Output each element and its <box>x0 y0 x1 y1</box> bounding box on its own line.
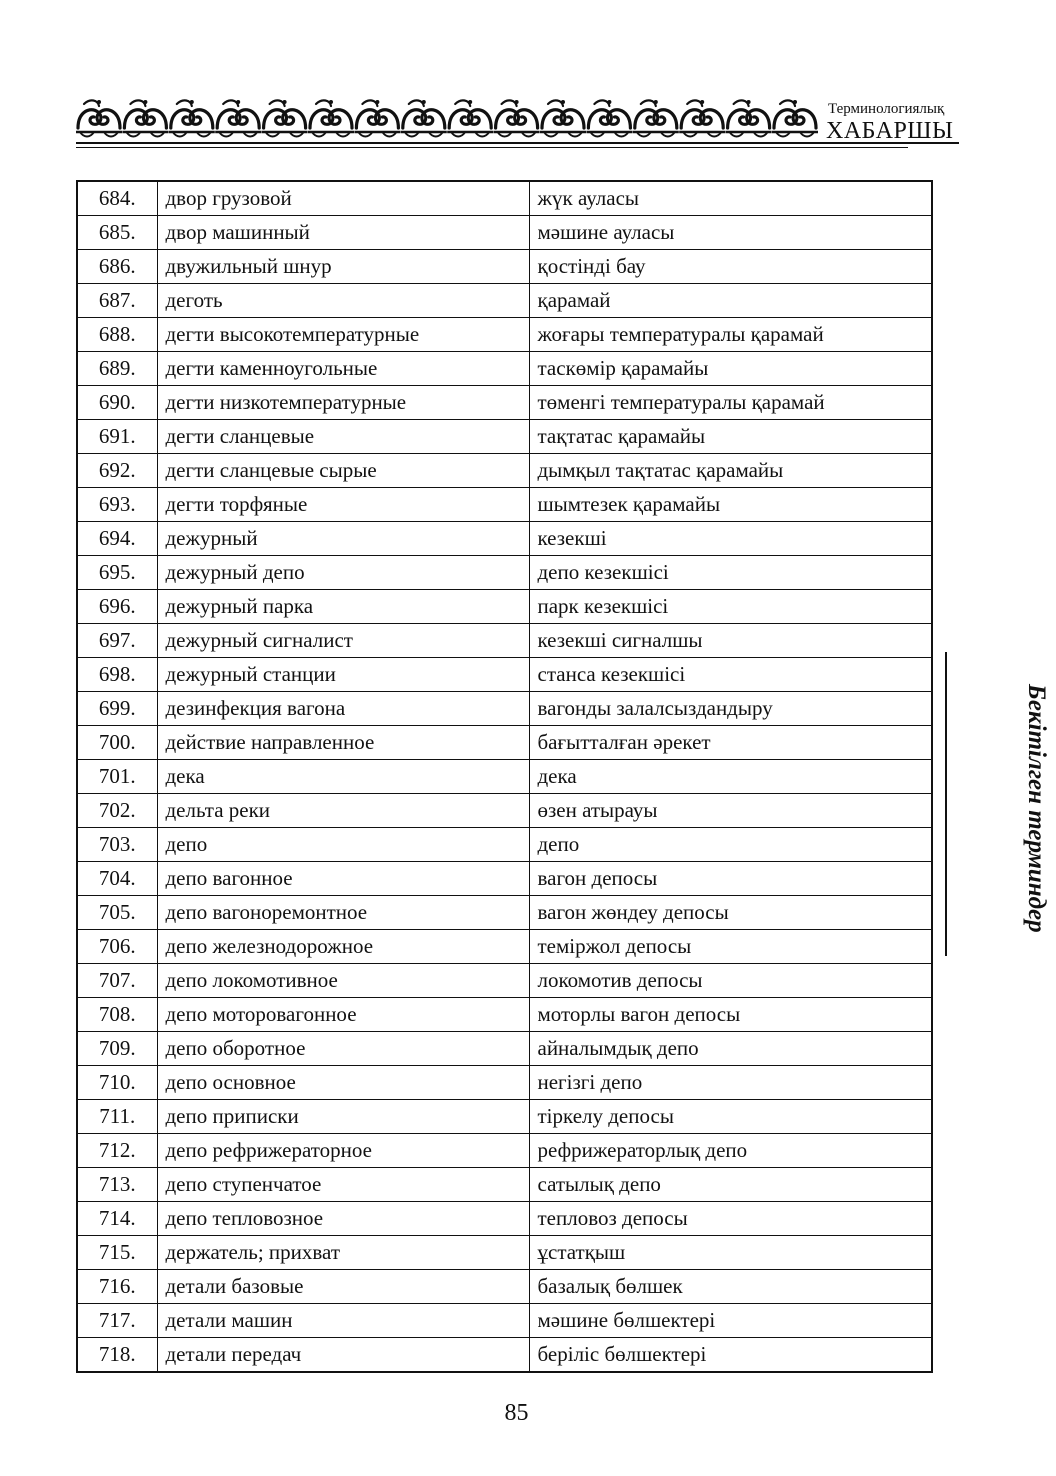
term-russian: деготь <box>157 284 529 318</box>
term-russian: депо моторовагонное <box>157 998 529 1032</box>
table-row <box>77 896 932 930</box>
term-russian: дежурный <box>157 522 529 556</box>
term-number: 715. <box>77 1236 157 1270</box>
term-kazakh: қарамай <box>529 284 932 318</box>
term-kazakh: вагонды залалсыздандыру <box>529 692 932 726</box>
header-rule-thin <box>76 147 908 148</box>
table-row <box>77 1134 932 1168</box>
term-number: 705. <box>77 896 157 930</box>
table-row <box>77 930 932 964</box>
term-number: 709. <box>77 1032 157 1066</box>
term-russian: детали базовые <box>157 1270 529 1304</box>
term-russian: дека <box>157 760 529 794</box>
term-number: 713. <box>77 1168 157 1202</box>
side-section-label: Бекітілген терминдер <box>1023 684 1050 933</box>
terms-table-body <box>77 181 932 1372</box>
table-row <box>77 794 932 828</box>
table-row <box>77 1202 932 1236</box>
term-number: 707. <box>77 964 157 998</box>
term-number: 711. <box>77 1100 157 1134</box>
term-number: 690. <box>77 386 157 420</box>
term-russian: депо приписки <box>157 1100 529 1134</box>
term-number: 716. <box>77 1270 157 1304</box>
term-kazakh: моторлы вагон депосы <box>529 998 932 1032</box>
term-russian: двужильный шнур <box>157 250 529 284</box>
table-row <box>77 1304 932 1338</box>
term-number: 703. <box>77 828 157 862</box>
table-row <box>77 828 932 862</box>
table-row <box>77 590 932 624</box>
term-kazakh: тіркелу депосы <box>529 1100 932 1134</box>
term-number: 692. <box>77 454 157 488</box>
term-number: 688. <box>77 318 157 352</box>
term-number: 706. <box>77 930 157 964</box>
table-row <box>77 1066 932 1100</box>
table-row <box>77 216 932 250</box>
term-number: 704. <box>77 862 157 896</box>
term-russian: двор грузовой <box>157 181 529 216</box>
term-kazakh: станса кезекшісі <box>529 658 932 692</box>
term-russian: депо тепловозное <box>157 1202 529 1236</box>
term-number: 714. <box>77 1202 157 1236</box>
term-russian: двор машинный <box>157 216 529 250</box>
term-kazakh: кезекші <box>529 522 932 556</box>
term-number: 695. <box>77 556 157 590</box>
term-russian: дегти низкотемпературные <box>157 386 529 420</box>
term-kazakh: кезекші сигналшы <box>529 624 932 658</box>
term-number: 699. <box>77 692 157 726</box>
term-kazakh: айналымдық депо <box>529 1032 932 1066</box>
term-russian: дежурный станции <box>157 658 529 692</box>
term-number: 712. <box>77 1134 157 1168</box>
term-russian: дежурный сигналист <box>157 624 529 658</box>
term-kazakh: сатылық депо <box>529 1168 932 1202</box>
term-number: 685. <box>77 216 157 250</box>
term-kazakh: бағытталған әрекет <box>529 726 932 760</box>
term-kazakh: мәшине бөлшектері <box>529 1304 932 1338</box>
term-russian: депо <box>157 828 529 862</box>
term-russian: дегти торфяные <box>157 488 529 522</box>
table-row <box>77 284 932 318</box>
term-russian: дегти сланцевые <box>157 420 529 454</box>
term-kazakh: таскөмір қарамайы <box>529 352 932 386</box>
table-row <box>77 454 932 488</box>
term-number: 698. <box>77 658 157 692</box>
term-russian: депо вагонное <box>157 862 529 896</box>
table-row <box>77 522 932 556</box>
term-russian: действие направленное <box>157 726 529 760</box>
table-row <box>77 488 932 522</box>
table-row <box>77 964 932 998</box>
table-row <box>77 760 932 794</box>
term-russian: дегти каменноугольные <box>157 352 529 386</box>
term-number: 700. <box>77 726 157 760</box>
term-kazakh: тақтатас қарамайы <box>529 420 932 454</box>
term-russian: дегти высокотемпературные <box>157 318 529 352</box>
term-number: 702. <box>77 794 157 828</box>
term-kazakh: жоғары температуралы қарамай <box>529 318 932 352</box>
term-kazakh: қостінді бау <box>529 250 932 284</box>
table-row <box>77 386 932 420</box>
term-russian: депо железнодорожное <box>157 930 529 964</box>
term-kazakh: төменгі температуралы қарамай <box>529 386 932 420</box>
term-number: 697. <box>77 624 157 658</box>
term-russian: депо рефрижераторное <box>157 1134 529 1168</box>
term-russian: детали машин <box>157 1304 529 1338</box>
term-russian: дельта реки <box>157 794 529 828</box>
table-row <box>77 1168 932 1202</box>
side-label-bar <box>945 652 947 956</box>
term-kazakh: мәшине ауласы <box>529 216 932 250</box>
term-number: 701. <box>77 760 157 794</box>
table-row <box>77 318 932 352</box>
table-row <box>77 1270 932 1304</box>
term-number: 686. <box>77 250 157 284</box>
term-kazakh: базалық бөлшек <box>529 1270 932 1304</box>
term-kazakh: дымқыл тақтатас қарамайы <box>529 454 932 488</box>
term-kazakh: рефрижераторлық депо <box>529 1134 932 1168</box>
term-russian: депо локомотивное <box>157 964 529 998</box>
term-number: 694. <box>77 522 157 556</box>
term-number: 691. <box>77 420 157 454</box>
term-kazakh: локомотив депосы <box>529 964 932 998</box>
journal-name-small: Терминологиялық <box>828 101 945 117</box>
term-number: 687. <box>77 284 157 318</box>
term-number: 708. <box>77 998 157 1032</box>
term-kazakh: теміржол депосы <box>529 930 932 964</box>
term-russian: держатель; прихват <box>157 1236 529 1270</box>
term-number: 718. <box>77 1338 157 1373</box>
header-rule <box>76 142 959 144</box>
term-kazakh: депо <box>529 828 932 862</box>
term-number: 710. <box>77 1066 157 1100</box>
table-row <box>77 1100 932 1134</box>
term-number: 717. <box>77 1304 157 1338</box>
term-russian: дежурный депо <box>157 556 529 590</box>
table-row <box>77 420 932 454</box>
term-russian: депо вагоноремонтное <box>157 896 529 930</box>
term-kazakh: жүк ауласы <box>529 181 932 216</box>
terms-table <box>76 180 933 1373</box>
table-row <box>77 692 932 726</box>
table-row <box>77 1338 932 1373</box>
journal-name-large: ХАБАРШЫ <box>826 118 954 144</box>
term-kazakh: тепловоз депосы <box>529 1202 932 1236</box>
table-row <box>77 181 932 216</box>
term-kazakh: депо кезекшісі <box>529 556 932 590</box>
term-russian: дежурный парка <box>157 590 529 624</box>
table-row <box>77 862 932 896</box>
table-row <box>77 726 932 760</box>
table-row <box>77 1236 932 1270</box>
term-kazakh: өзен атырауы <box>529 794 932 828</box>
table-row <box>77 1032 932 1066</box>
term-number: 696. <box>77 590 157 624</box>
term-russian: дезинфекция вагона <box>157 692 529 726</box>
term-russian: депо ступенчатое <box>157 1168 529 1202</box>
table-row <box>77 658 932 692</box>
term-kazakh: парк кезекшісі <box>529 590 932 624</box>
term-kazakh: ұстатқыш <box>529 1236 932 1270</box>
table-row <box>77 556 932 590</box>
term-number: 689. <box>77 352 157 386</box>
page-number: 85 <box>504 1400 529 1426</box>
term-kazakh: негізгі депо <box>529 1066 932 1100</box>
scroll-wave-ornament-icon <box>76 98 818 140</box>
term-kazakh: вагон депосы <box>529 862 932 896</box>
term-number: 693. <box>77 488 157 522</box>
term-russian: детали передач <box>157 1338 529 1373</box>
term-kazakh: дека <box>529 760 932 794</box>
table-row <box>77 998 932 1032</box>
term-kazakh: шымтезек қарамайы <box>529 488 932 522</box>
term-russian: дегти сланцевые сырые <box>157 454 529 488</box>
term-kazakh: беріліс бөлшектері <box>529 1338 932 1373</box>
term-russian: депо оборотное <box>157 1032 529 1066</box>
table-row <box>77 250 932 284</box>
term-kazakh: вагон жөндеу депосы <box>529 896 932 930</box>
term-number: 684. <box>77 181 157 216</box>
table-row <box>77 352 932 386</box>
table-row <box>77 624 932 658</box>
term-russian: депо основное <box>157 1066 529 1100</box>
